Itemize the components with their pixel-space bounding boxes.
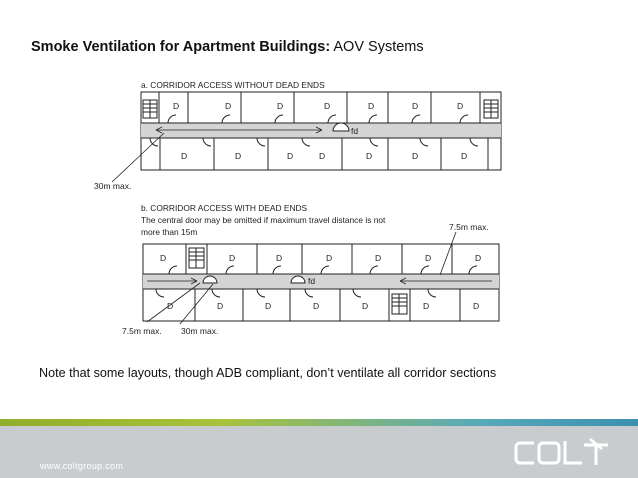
unit-label: D: [173, 101, 180, 111]
unit-label: D: [235, 151, 242, 161]
unit-label: D: [375, 253, 382, 263]
diagram-b-dead-end-left-label: 7.5m max.: [122, 326, 162, 336]
unit-label: D: [457, 101, 464, 111]
unit-label: D: [473, 301, 480, 311]
unit-label: D: [461, 151, 468, 161]
unit-label: D: [229, 253, 236, 263]
unit-label: D: [425, 253, 432, 263]
colt-logo-text: COLT: [512, 437, 515, 438]
diagram-a-door-label: fd: [351, 126, 359, 136]
unit-label: D: [475, 253, 482, 263]
unit-label: D: [319, 151, 326, 161]
unit-label: D: [287, 151, 294, 161]
slide-title-bold: Smoke Ventilation for Apartment Buildings:: [31, 39, 331, 55]
unit-label: D: [412, 101, 419, 111]
diagram-b-door-label: fd: [308, 276, 316, 286]
unit-label: D: [265, 301, 272, 311]
slide-note: Note that some layouts, though ADB compliant, don’t ventilate all corridor sections: [39, 366, 497, 380]
unit-label: D: [277, 101, 284, 111]
unit-label: D: [276, 253, 283, 263]
unit-label: D: [160, 253, 167, 263]
unit-label: D: [368, 101, 375, 111]
diagram-b-dead-end-right-label: 7.5m max.: [449, 222, 489, 232]
diagram-a-caption: a. CORRIDOR ACCESS WITHOUT DEAD ENDS: [141, 80, 325, 90]
unit-label: D: [225, 101, 232, 111]
unit-label: D: [217, 301, 224, 311]
unit-label: D: [167, 301, 174, 311]
slide-title-rest: AOV Systems: [330, 39, 424, 55]
diagram-b-distance-label: 30m max.: [181, 326, 219, 336]
unit-label: D: [181, 151, 188, 161]
footer-url: www.coltgroup.com: [40, 461, 124, 471]
colt-logo: [512, 437, 612, 469]
unit-label: D: [366, 151, 373, 161]
unit-label: D: [412, 151, 419, 161]
unit-label: D: [326, 253, 333, 263]
unit-label: D: [423, 301, 430, 311]
diagram-b-desc-line2: more than 15m: [141, 227, 198, 237]
unit-label: D: [313, 301, 320, 311]
unit-label: D: [362, 301, 369, 311]
diagram-b-caption: b. CORRIDOR ACCESS WITH DEAD ENDS: [141, 203, 308, 213]
diagram-b-desc-line1: The central door may be omitted if maximum travel distance is not: [141, 215, 386, 225]
diagram-a-distance-label: 30m max.: [94, 181, 132, 191]
unit-label: D: [324, 101, 331, 111]
